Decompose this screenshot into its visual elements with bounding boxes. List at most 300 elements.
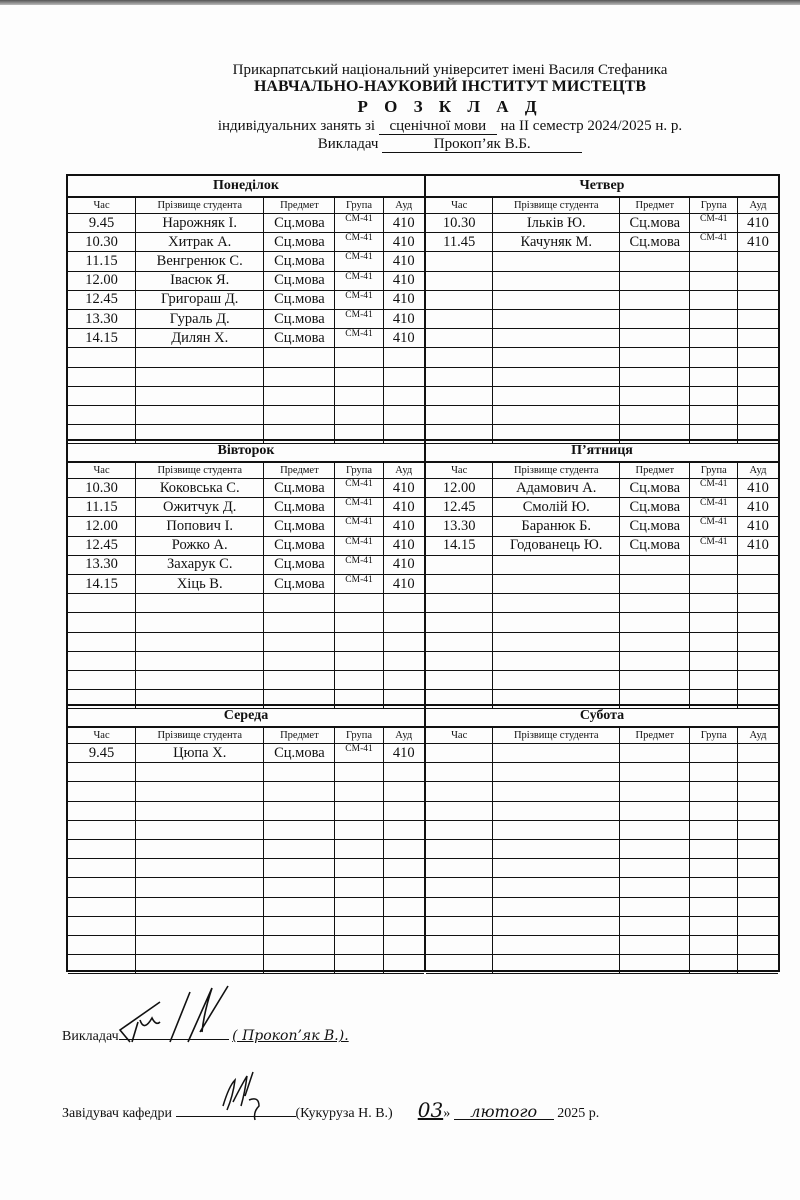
cell-time (426, 859, 493, 878)
scan-edge (0, 0, 800, 5)
cell-student: Рожко А. (136, 536, 264, 555)
empty-row (426, 744, 778, 763)
cell-student (493, 329, 620, 348)
cell-room (738, 271, 779, 290)
table-row (68, 517, 424, 536)
cell-student (136, 405, 264, 424)
cell-time (68, 632, 136, 651)
cell-subject (264, 859, 335, 878)
cell-subject (620, 574, 690, 593)
schedule-table-monday (68, 198, 424, 444)
empty-row (68, 405, 424, 424)
document-title: Р О З К Л А Д (357, 97, 543, 116)
cell-subject (264, 348, 335, 367)
cell-subject (620, 405, 690, 424)
cell-student: Попович І. (136, 517, 264, 536)
head-signature-line (62, 1098, 599, 1122)
cell-subject (264, 651, 335, 670)
date-month: лютого (454, 1104, 554, 1120)
column-header-time: Час (426, 463, 493, 479)
empty-row (426, 670, 778, 689)
cell-time: 11.15 (68, 498, 136, 517)
cell-student (493, 935, 620, 954)
cell-student (136, 839, 264, 858)
cell-time (426, 574, 493, 593)
empty-row (68, 897, 424, 916)
cell-student (493, 574, 620, 593)
cell-room (738, 670, 779, 689)
column-header-subject: Предмет (620, 728, 690, 744)
cell-group: СМ-41 (335, 252, 383, 271)
cell-time: 14.15 (426, 536, 493, 555)
column-header-room: Ауд (738, 198, 779, 214)
schedule-table-thursday (426, 198, 778, 444)
cell-subject (620, 839, 690, 858)
cell-room (738, 782, 779, 801)
cell-group: СМ-41 (335, 498, 383, 517)
column-header-time: Час (68, 198, 136, 214)
cell-room (738, 955, 779, 974)
cell-room: 410 (383, 233, 424, 252)
column-header-group: Група (335, 198, 383, 214)
cell-student (493, 386, 620, 405)
cell-time (68, 405, 136, 424)
cell-time (426, 878, 493, 897)
empty-row (68, 935, 424, 954)
cell-student: Хіць В. (136, 574, 264, 593)
empty-row (426, 405, 778, 424)
cell-subject (620, 651, 690, 670)
cell-room (738, 878, 779, 897)
cell-subject (620, 897, 690, 916)
cell-room (738, 329, 779, 348)
cell-room: 410 (383, 498, 424, 517)
empty-row (426, 386, 778, 405)
cell-subject (264, 367, 335, 386)
cell-time (426, 744, 493, 763)
empty-row (68, 955, 424, 974)
column-header-group: Група (335, 728, 383, 744)
column-header-group: Група (335, 463, 383, 479)
cell-time (68, 916, 136, 935)
cell-time: 12.00 (68, 271, 136, 290)
empty-row (68, 763, 424, 782)
cell-room (383, 651, 424, 670)
cell-room: 410 (738, 536, 779, 555)
cell-subject (264, 916, 335, 935)
cell-room (383, 820, 424, 839)
cell-room: 410 (383, 309, 424, 328)
empty-row (68, 651, 424, 670)
cell-student (136, 670, 264, 689)
cell-group: СМ-41 (335, 214, 383, 233)
cell-room (738, 594, 779, 613)
cell-student (493, 613, 620, 632)
cell-group (690, 386, 738, 405)
cell-time (68, 859, 136, 878)
left-column (68, 176, 426, 970)
table-row (68, 271, 424, 290)
university-name: Прикарпатський національний університет імені Василя Стефаника (232, 62, 668, 78)
cell-subject (264, 632, 335, 651)
cell-room (738, 574, 779, 593)
cell-group (690, 348, 738, 367)
column-header-group: Група (690, 728, 738, 744)
cell-time (68, 613, 136, 632)
cell-student: Гураль Д. (136, 309, 264, 328)
cell-group (690, 763, 738, 782)
date-quote: » (443, 1106, 451, 1121)
cell-time: 12.00 (426, 479, 493, 498)
cell-time (426, 801, 493, 820)
cell-time: 11.45 (426, 233, 493, 252)
cell-group (335, 613, 383, 632)
empty-row (68, 386, 424, 405)
cell-subject (620, 329, 690, 348)
cell-subject (620, 632, 690, 651)
empty-row (426, 820, 778, 839)
day-title-tuesday: Вівторок (68, 441, 424, 463)
date-year: 2025 р. (557, 1106, 600, 1121)
cell-subject (264, 801, 335, 820)
cell-group (690, 555, 738, 574)
day-block-saturday (426, 706, 778, 971)
cell-student: Ільків Ю. (493, 214, 620, 233)
cell-time: 10.30 (426, 214, 493, 233)
cell-time (426, 820, 493, 839)
cell-group (690, 897, 738, 916)
cell-time (426, 782, 493, 801)
cell-group: СМ-41 (690, 536, 738, 555)
subtitle-suffix: на II семестр 2024/2025 н. р. (500, 118, 683, 134)
cell-group (335, 820, 383, 839)
cell-student (493, 290, 620, 309)
cell-subject: Сц.мова (264, 329, 335, 348)
column-header-student: Прізвище студента (493, 728, 620, 744)
cell-subject (264, 955, 335, 974)
column-header-time: Час (426, 728, 493, 744)
cell-group (690, 935, 738, 954)
cell-room (383, 782, 424, 801)
cell-subject (620, 878, 690, 897)
cell-group (690, 670, 738, 689)
empty-row (68, 878, 424, 897)
day-title-saturday: Субота (426, 706, 778, 728)
teacher-name: Прокоп’як В.Б. (382, 137, 582, 153)
cell-student: Дилян Х. (136, 329, 264, 348)
cell-student (493, 763, 620, 782)
empty-row (426, 935, 778, 954)
column-header-student: Прізвище студента (493, 198, 620, 214)
column-header-subject: Предмет (620, 463, 690, 479)
cell-time (426, 897, 493, 916)
empty-row (68, 632, 424, 651)
cell-subject (264, 613, 335, 632)
table-row (68, 744, 424, 763)
cell-student: Ожитчук Д. (136, 498, 264, 517)
cell-room: 410 (383, 479, 424, 498)
cell-group (690, 820, 738, 839)
empty-row (426, 878, 778, 897)
teacher-signature-icon (100, 982, 240, 1062)
cell-subject (620, 594, 690, 613)
teacher-handwritten-name: ( Прокоп’як В.). (232, 1028, 349, 1044)
day-block-tuesday (68, 441, 424, 706)
day-block-wednesday (68, 706, 424, 971)
day-title-thursday: Четвер (426, 176, 778, 198)
empty-row (68, 859, 424, 878)
cell-subject (264, 839, 335, 858)
cell-group (690, 782, 738, 801)
cell-room (738, 348, 779, 367)
head-signature-icon (215, 1066, 275, 1122)
cell-student: Баранюк Б. (493, 517, 620, 536)
cell-group (690, 594, 738, 613)
cell-room (738, 555, 779, 574)
subject-field: сценічної мови (379, 119, 497, 135)
cell-time (68, 878, 136, 897)
empty-row (426, 859, 778, 878)
cell-subject (264, 897, 335, 916)
cell-subject (620, 955, 690, 974)
cell-student (493, 897, 620, 916)
day-block-thursday (426, 176, 778, 441)
column-header-student: Прізвище студента (136, 198, 264, 214)
cell-room (383, 878, 424, 897)
cell-group (690, 405, 738, 424)
cell-room: 410 (383, 536, 424, 555)
empty-row (426, 632, 778, 651)
cell-time: 9.45 (68, 214, 136, 233)
cell-student: Коковська С. (136, 479, 264, 498)
cell-subject: Сц.мова (264, 744, 335, 763)
cell-student (493, 594, 620, 613)
column-header-group: Група (690, 463, 738, 479)
cell-time (426, 594, 493, 613)
cell-student: Івасюк Я. (136, 271, 264, 290)
cell-subject: Сц.мова (620, 517, 690, 536)
cell-group (690, 632, 738, 651)
cell-group: СМ-41 (335, 536, 383, 555)
empty-row (426, 916, 778, 935)
cell-student (493, 839, 620, 858)
column-header-room: Ауд (738, 728, 779, 744)
cell-time: 10.30 (68, 479, 136, 498)
cell-student (136, 955, 264, 974)
cell-time (68, 955, 136, 974)
day-title-wednesday: Середа (68, 706, 424, 728)
cell-student (493, 252, 620, 271)
cell-group: СМ-41 (335, 744, 383, 763)
cell-room (738, 290, 779, 309)
cell-student (493, 782, 620, 801)
column-header-time: Час (426, 198, 493, 214)
cell-student: Смолій Ю. (493, 498, 620, 517)
cell-time: 9.45 (68, 744, 136, 763)
table-row (68, 498, 424, 517)
cell-student (493, 801, 620, 820)
cell-subject (264, 782, 335, 801)
empty-row (426, 555, 778, 574)
empty-row (426, 574, 778, 593)
column-header-student: Прізвище студента (493, 463, 620, 479)
schedule-table-tuesday (68, 463, 424, 709)
cell-time (426, 651, 493, 670)
cell-group: СМ-41 (335, 233, 383, 252)
schedule-grid (66, 174, 780, 972)
cell-group (335, 801, 383, 820)
cell-room (738, 309, 779, 328)
cell-room (383, 632, 424, 651)
cell-student: Захарук С. (136, 555, 264, 574)
empty-row (68, 670, 424, 689)
cell-student: Адамович А. (493, 479, 620, 498)
cell-group (690, 878, 738, 897)
cell-time (68, 839, 136, 858)
cell-group (690, 613, 738, 632)
cell-subject: Сц.мова (264, 309, 335, 328)
cell-subject (620, 859, 690, 878)
cell-time: 10.30 (68, 233, 136, 252)
cell-time: 12.45 (68, 536, 136, 555)
table-row (68, 479, 424, 498)
cell-room (738, 252, 779, 271)
empty-row (68, 801, 424, 820)
cell-group: СМ-41 (335, 479, 383, 498)
empty-row (426, 348, 778, 367)
cell-subject (620, 782, 690, 801)
cell-student (493, 651, 620, 670)
cell-student (136, 763, 264, 782)
cell-group (690, 801, 738, 820)
cell-room (383, 763, 424, 782)
cell-room (383, 897, 424, 916)
cell-group: СМ-41 (335, 555, 383, 574)
cell-subject (620, 670, 690, 689)
empty-row (426, 763, 778, 782)
cell-student (136, 651, 264, 670)
cell-time: 12.00 (68, 517, 136, 536)
cell-subject (264, 820, 335, 839)
cell-time (426, 763, 493, 782)
column-header-room: Ауд (738, 463, 779, 479)
cell-room: 410 (383, 214, 424, 233)
column-header-group: Група (690, 198, 738, 214)
cell-subject: Сц.мова (264, 271, 335, 290)
column-header-time: Час (68, 728, 136, 744)
cell-room: 410 (738, 479, 779, 498)
cell-student (493, 670, 620, 689)
cell-subject: Сц.мова (620, 214, 690, 233)
cell-student: Качуняк М. (493, 233, 620, 252)
head-name: (Кукуруза Н. В.) (295, 1106, 393, 1121)
cell-room (738, 405, 779, 424)
column-header-room: Ауд (383, 728, 424, 744)
empty-row (426, 839, 778, 858)
cell-subject: Сц.мова (620, 536, 690, 555)
cell-student (136, 916, 264, 935)
cell-room (738, 613, 779, 632)
cell-subject (620, 613, 690, 632)
column-header-student: Прізвище студента (136, 728, 264, 744)
teacher-line (50, 136, 800, 153)
schedule-table-friday (426, 463, 778, 709)
cell-room (738, 935, 779, 954)
cell-student (136, 782, 264, 801)
cell-student (136, 859, 264, 878)
schedule-subtitle (50, 118, 800, 135)
cell-subject (620, 744, 690, 763)
cell-room (383, 594, 424, 613)
column-header-time: Час (68, 463, 136, 479)
cell-time (68, 367, 136, 386)
cell-time (426, 271, 493, 290)
cell-group: СМ-41 (690, 498, 738, 517)
cell-time (426, 670, 493, 689)
cell-group (690, 271, 738, 290)
cell-subject: Сц.мова (264, 214, 335, 233)
cell-room (383, 348, 424, 367)
cell-room (383, 955, 424, 974)
cell-subject (264, 594, 335, 613)
table-row (68, 214, 424, 233)
header-row (68, 463, 424, 479)
cell-group: СМ-41 (335, 309, 383, 328)
cell-student (493, 348, 620, 367)
cell-subject (620, 252, 690, 271)
cell-student (493, 405, 620, 424)
empty-row (426, 252, 778, 271)
empty-row (68, 367, 424, 386)
cell-room (383, 613, 424, 632)
footer-teacher-label: Викладач (62, 1029, 119, 1044)
cell-room: 410 (738, 214, 779, 233)
cell-student (493, 744, 620, 763)
cell-subject: Сц.мова (264, 536, 335, 555)
cell-student (136, 935, 264, 954)
cell-room: 410 (383, 252, 424, 271)
cell-group (335, 782, 383, 801)
table-row (426, 536, 778, 555)
cell-time (426, 329, 493, 348)
cell-student (493, 632, 620, 651)
schedule-table-wednesday (68, 728, 424, 974)
cell-subject: Сц.мова (620, 233, 690, 252)
cell-student: Нарожняк І. (136, 214, 264, 233)
column-header-subject: Предмет (264, 198, 335, 214)
cell-subject (620, 271, 690, 290)
table-row (68, 329, 424, 348)
cell-time (426, 348, 493, 367)
cell-group (335, 670, 383, 689)
cell-subject (620, 309, 690, 328)
cell-group: СМ-41 (335, 574, 383, 593)
cell-time: 12.45 (426, 498, 493, 517)
cell-student: Хитрак А. (136, 233, 264, 252)
cell-group (690, 367, 738, 386)
empty-row (68, 839, 424, 858)
table-row (68, 233, 424, 252)
cell-room: 410 (738, 498, 779, 517)
empty-row (68, 916, 424, 935)
table-row (68, 252, 424, 271)
cell-subject (620, 801, 690, 820)
table-row (426, 479, 778, 498)
cell-time (426, 386, 493, 405)
cell-group (335, 839, 383, 858)
cell-group (335, 651, 383, 670)
cell-group: СМ-41 (335, 329, 383, 348)
